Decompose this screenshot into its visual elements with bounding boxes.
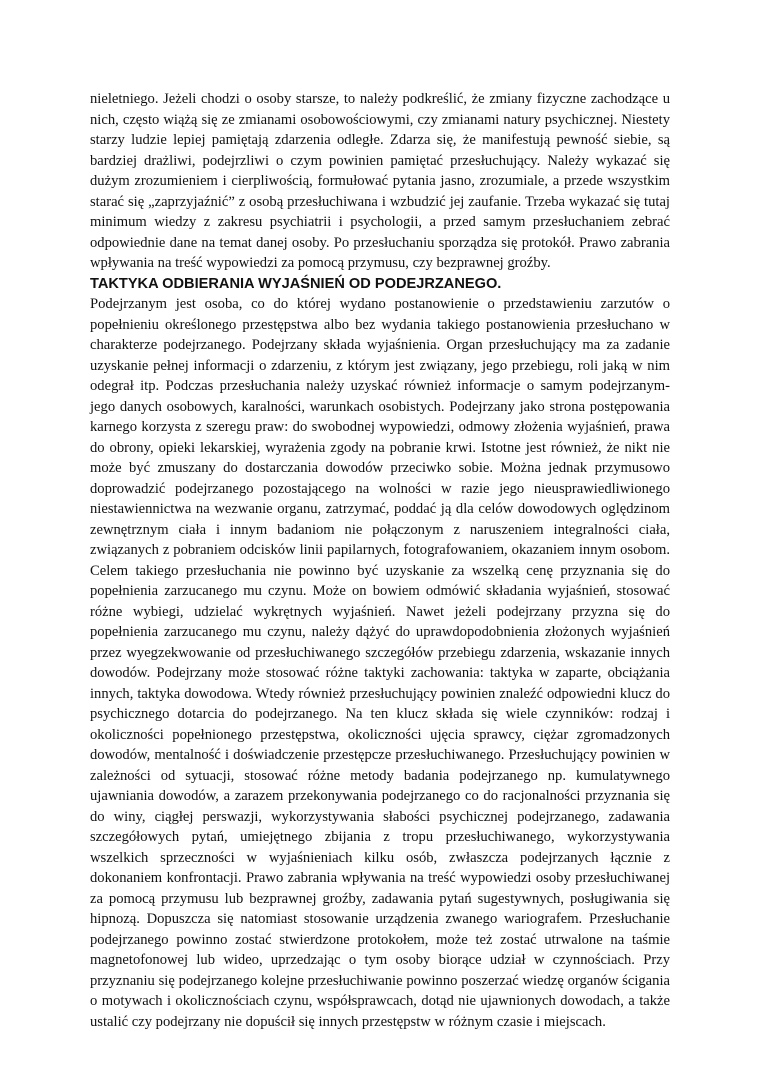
section-heading: TAKTYKA ODBIERANIA WYJAŚNIEŃ OD PODEJRZANEGO. xyxy=(90,275,502,292)
paragraph-elderly-witnesses: nieletniego. Jeżeli chodzi o osoby starsze, to należy podkreślić, że zmiany fizyczne zachodzące u nich, często wiążą się ze zmianami osobowościowymi, czy zmianami natury psychicznej. Niestety starzy ludzie lepiej pamiętają zdarzenia odległe. Zdarza się, że manifestują pewność siebie, są bardziej drażliwi, podejrzliwi o czym powinien pamiętać przesłuchujący. Należy wykazać się dużym zrozumieniem i cierpliwością, formułować pytania jasno, zrozumiale, a przede wszystkim starać się „zaprzyjaźnić” z osobą przesłuchiwana i wzbudzić jej zaufanie. Trzeba wykazać się tutaj minimum wiedzy z zakresu psychiatrii i psychologii, a przed samym przesłuchaniem zebrać odpowiednie dane na temat danej osoby. Po przesłuchaniu sporządza się protokół. Prawo zabrania wpływania na treść wypowiedzi za pomocą przymusu, czy bezprawnej groźby. xyxy=(90,91,670,271)
document-page xyxy=(90,89,670,1032)
paragraph-suspect-interrogation: Podejrzanym jest osoba, co do której wydano postanowienie o przedstawieniu zarzutów o popełnieniu określonego przestępstwa albo bez wydania takiego postanowienia przesłuchano w charakterze podejrzanego. Podejrzany składa wyjaśnienia. Organ przesłuchujący ma za zadanie uzyskanie pełnej informacji o zdarzeniu, z którym jest związany, jego przebiegu, roli jaką w nim odegrał itp. Podczas przesłuchania należy uzyskać również informacje o samym podejrzanym- jego danych osobowych, karalności, warunkach osobistych. Podejrzany jako strona postępowania karnego korzysta z szeregu praw: do swobodnej wypowiedzi, odmowy złożenia wyjaśnień, prawa do obrony, opieki lekarskiej, wyrażenia zgody na pobranie krwi. Istotne jest również, że nikt nie może być zmuszany do dostarczania dowodów przeciwko sobie. Można jednak przymusowo doprowadzić podejrzanego pozostającego na wolności w razie jego nieusprawiedliwionego niestawiennictwa na wezwanie organu, zatrzymać, poddać ją dla celów dowodowych oględzinom zewnętrznym ciała i innym badaniom nie połączonym z naruszeniem integralności ciała, związanych z pobraniem odcisków linii papilarnych, fotografowaniem, okazaniem innym osobom. Celem takiego przesłuchania nie powinno być uzyskanie za wszelką cenę przyznania się do popełnienia zarzucanego mu czynu. Może on bowiem odmówić składania wyjaśnień, stosować różne wybiegi, udzielać wykrętnych wyjaśnień. Nawet jeżeli podejrzany przyzna się do popełnienia zarzucanego mu czynu, należy dążyć do uprawdopodobnienia złożonych wyjaśnień przez wyegzekwowanie od przesłuchiwanego szczegółów przebiegu zdarzenia, wskazanie innych dowodów. Podejrzany może stosować różne taktyki zachowania: taktyka w zaparte, obciążania innych, taktyka dowodowa. Wtedy również przesłuchujący powinien znaleźć odpowiedni klucz do psychicznego dotarcia do podejrzanego. Na ten klucz składa się wiele czynników: rodzaj i okoliczności popełnionego przestępstwa, okoliczności ujęcia sprawcy, ciężar zgromadzonych dowodów, mentalność i doświadczenie przestępcze przesłuchiwanego. Przesłuchujący powinien w zależności od sytuacji, stosować różne metody badania podejrzanego np. kumulatywnego ujawniania dowodów, a zarazem przekonywania podejrzanego co do racjonalności przyznania się do winy, ciągłej perswazji, wykorzystywania słabości psychicznej podejrzanego, zadawania szczegółowych pytań, umiejętnego zbijania z tropu przesłuchiwanego, wykorzystywania wszelkich sprzeczności w wyjaśnieniach kilku osób, zwłaszcza podejrzanych łącznie z dokonaniem konfrontacji. Prawo zabrania wpływania na treść wypowiedzi osoby przesłuchiwanej za pomocą przymusu lub bezprawnej groźby, zadawania pytań sugestywnych, posługiwania się hipnozą. Dopuszcza się natomiast stosowanie urządzenia zwanego wariografem. Przesłuchanie podejrzanego powinno zostać stwierdzone protokołem, może też zostać utrwalone na taśmie magnetofonowej lub wideo, uprzedzając o tym osoby biorące udział w czynnościach. Przy przyznaniu się podejrzanego kolejne przesłuchiwanie powinno poszerzać wiedzę organów ścigania o motywach i okolicznościach czynu, współsprawcach, dotąd nie ujawnionych dowodach, a także ustalić czy podejrzany nie dopuścił się innych przestępstw w różnym czasie i miejscach. xyxy=(90,296,670,1030)
